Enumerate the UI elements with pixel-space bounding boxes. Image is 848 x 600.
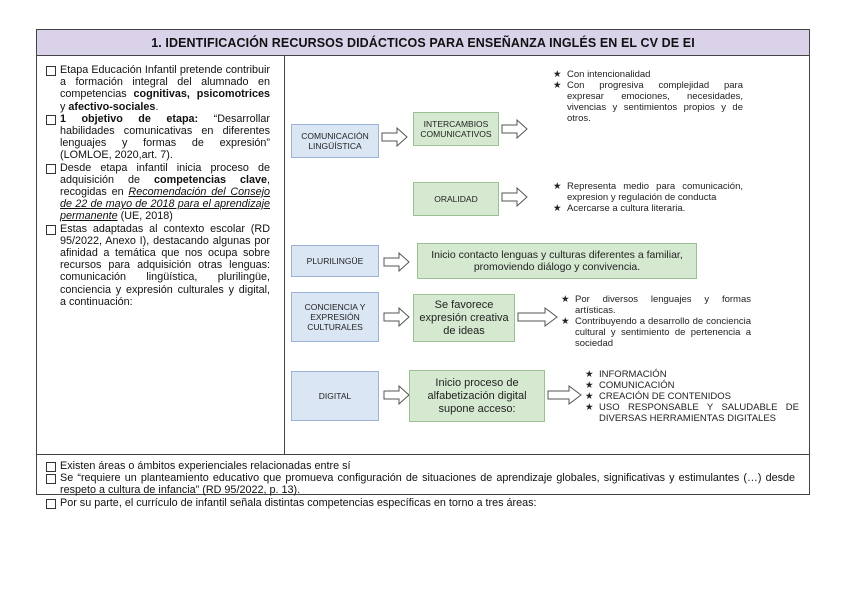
star-icon: ★ (585, 380, 594, 391)
list-item: Existen áreas o ámbitos experienciales relacionadas entre sí (45, 460, 795, 472)
list-item: 1 objetivo de etapa: “Desarrollar habilidades comunicativas en diferentes lenguajes y formas de expresión” (LOMLOE, 2020,art. 7). (45, 113, 270, 162)
right-arrow-icon (383, 384, 411, 406)
digital-bullets (585, 369, 799, 424)
right-arrow-icon (501, 118, 529, 140)
list-item: ★ Acercarse a cultura literaria. (553, 203, 686, 214)
star-icon: ★ (585, 369, 594, 380)
competencias-diagram (285, 56, 809, 454)
right-arrow-icon (517, 306, 559, 328)
oralidad-bullets (553, 181, 743, 214)
conciencia-text: Se favorece expresión creativa de ideas (413, 294, 515, 342)
digital-box: DIGITAL (291, 371, 379, 421)
left-column (37, 56, 285, 454)
checkbox-icon (46, 225, 56, 235)
list-item: Estas adaptadas al contexto escolar (RD 95/2022, Anexo I), destacando algunas por afinidad a temática que nos ocupa sobre recursos para adquisición otras lenguas: comunicación lingüística, plurilingüe, conciencia y expresión culturales y digital, a continuación: (45, 223, 270, 308)
star-icon: ★ (561, 316, 570, 327)
list-item: ★ Representa medio para comunicación, expresion y regulación de conducta (553, 181, 743, 203)
intercambios-bullets (553, 69, 743, 124)
list-item: Etapa Educación Infantil pretende contribuir a formación integral del alumnado en competencias cognitivas, psicomotrices y afectivo-sociales. (45, 64, 270, 113)
list-item: ★ Con progresiva complejidad para expresar emociones, necesidades, vivencias y sentimientos propios y de otros. (553, 80, 743, 124)
conciencia-bullets (561, 294, 751, 349)
digital-text: Inicio proceso de alfabetización digital supone acceso: (409, 370, 545, 422)
star-icon: ★ (553, 69, 562, 80)
list-item: ★ Contribuyendo a desarrollo de conciencia cultural y sentimiento de pertenencia a sociedad (561, 316, 751, 349)
star-icon: ★ (561, 294, 570, 305)
list-item: Por su parte, el currículo de infantil señala distintas competencias específicas en torno a tres áreas: (45, 497, 795, 509)
star-icon: ★ (553, 181, 562, 192)
plurilingue-box: PLURILINGÜE (291, 245, 379, 277)
list-item: Se “requiere un planteamiento educativo que promueva configuración de situaciones de aprendizaje globales, significativas y estimulantes (…) desde respeto a cultura de infancia” (RD 95/2022, p. 13). (45, 472, 795, 496)
list-item: ★ COMUNICACIÓN (585, 380, 675, 391)
star-icon: ★ (553, 203, 562, 214)
comunicacion-box: COMUNICACIÓN LINGÜÍSTICA (291, 124, 379, 158)
right-arrow-icon (381, 126, 409, 148)
list-item: Desde etapa infantil inicia proceso de adquisición de competencias clave, recogidas en Recomendación del Consejo de 22 de mayo de 2018 para el aprendizaje permanente (UE, 2018) (45, 162, 270, 223)
star-icon: ★ (585, 402, 594, 413)
checkbox-icon (46, 164, 56, 174)
checkbox-icon (46, 66, 56, 76)
intercambios-box: INTERCAMBIOS COMUNICATIVOS (413, 112, 499, 146)
checkbox-icon (46, 499, 56, 509)
plurilingue-text: Inicio contacto lenguas y culturas diferentes a familiar, promoviendo diálogo y convivencia. (417, 243, 697, 279)
star-icon: ★ (585, 391, 594, 402)
checkbox-icon (46, 115, 56, 125)
right-arrow-icon (383, 251, 411, 273)
checkbox-icon (46, 474, 56, 484)
checkbox-icon (46, 462, 56, 472)
document-frame (36, 29, 810, 509)
bottom-notes (37, 454, 809, 509)
star-icon: ★ (553, 80, 562, 91)
list-item: ★ CREACIÓN DE CONTENIDOS (585, 391, 731, 402)
list-item: ★ INFORMACIÓN (585, 369, 667, 380)
conciencia-box: CONCIENCIA Y EXPRESIÓN CULTURALES (291, 292, 379, 342)
recommendation-link[interactable]: Recomendación del Consejo de 22 de mayo de 2018 para el aprendizaje permanente (60, 186, 270, 223)
list-item: ★ Con intencionalidad (553, 69, 651, 80)
right-arrow-icon (547, 384, 583, 406)
list-item: ★ Por diversos lenguajes y formas artísticas. (561, 294, 751, 316)
page-title: 1. IDENTIFICACIÓN RECURSOS DIDÁCTICOS PARA ENSEÑANZA INGLÉS EN EL CV DE EI (37, 30, 809, 56)
right-arrow-icon (501, 186, 529, 208)
right-arrow-icon (383, 306, 411, 328)
oralidad-box: ORALIDAD (413, 182, 499, 216)
list-item: ★ USO RESPONSABLE Y SALUDABLE DE DIVERSAS HERRAMIENTAS DIGITALES (585, 402, 799, 424)
